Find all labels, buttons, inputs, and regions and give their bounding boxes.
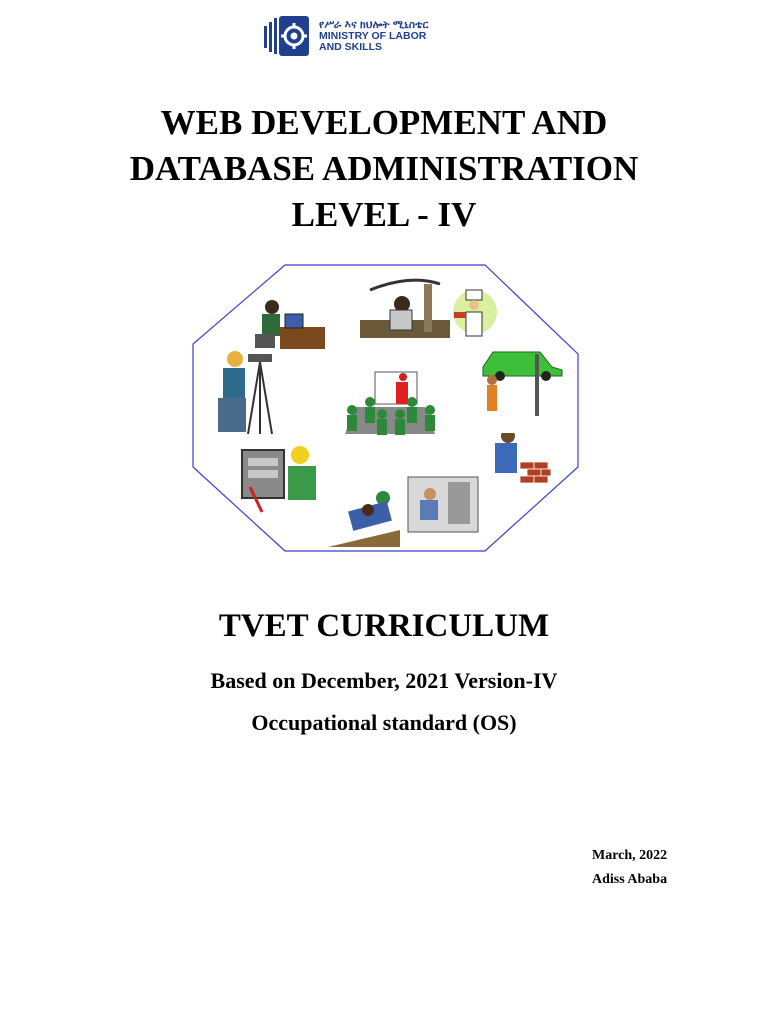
- machinist-icon: [408, 477, 478, 532]
- publication-place: Adiss Ababa: [592, 872, 668, 887]
- occupations-illustration: [190, 262, 580, 554]
- version-line: Based on December, 2021 Version-IV: [210, 668, 558, 693]
- ministry-name-line2: AND SKILLS: [319, 41, 382, 53]
- title-line-1: WEB DEVELOPMENT AND: [160, 103, 608, 142]
- ministry-name-amharic: የሥራ እና ክህሎት ሚኒስቴር: [319, 19, 429, 31]
- title-line-2: DATABASE ADMINISTRATION: [129, 149, 639, 188]
- ministry-name-line1: MINISTRY OF LABOR: [319, 30, 427, 42]
- standard-line: Occupational standard (OS): [251, 710, 517, 735]
- ministry-emblem-icon: [262, 14, 312, 58]
- title-line-3: LEVEL - IV: [291, 195, 477, 234]
- ministry-logo: [262, 14, 442, 58]
- ministry-name: [319, 20, 429, 53]
- document-title: [0, 100, 768, 238]
- publication-date: March, 2022: [592, 848, 668, 863]
- curriculum-heading: TVET CURRICULUM: [218, 608, 550, 644]
